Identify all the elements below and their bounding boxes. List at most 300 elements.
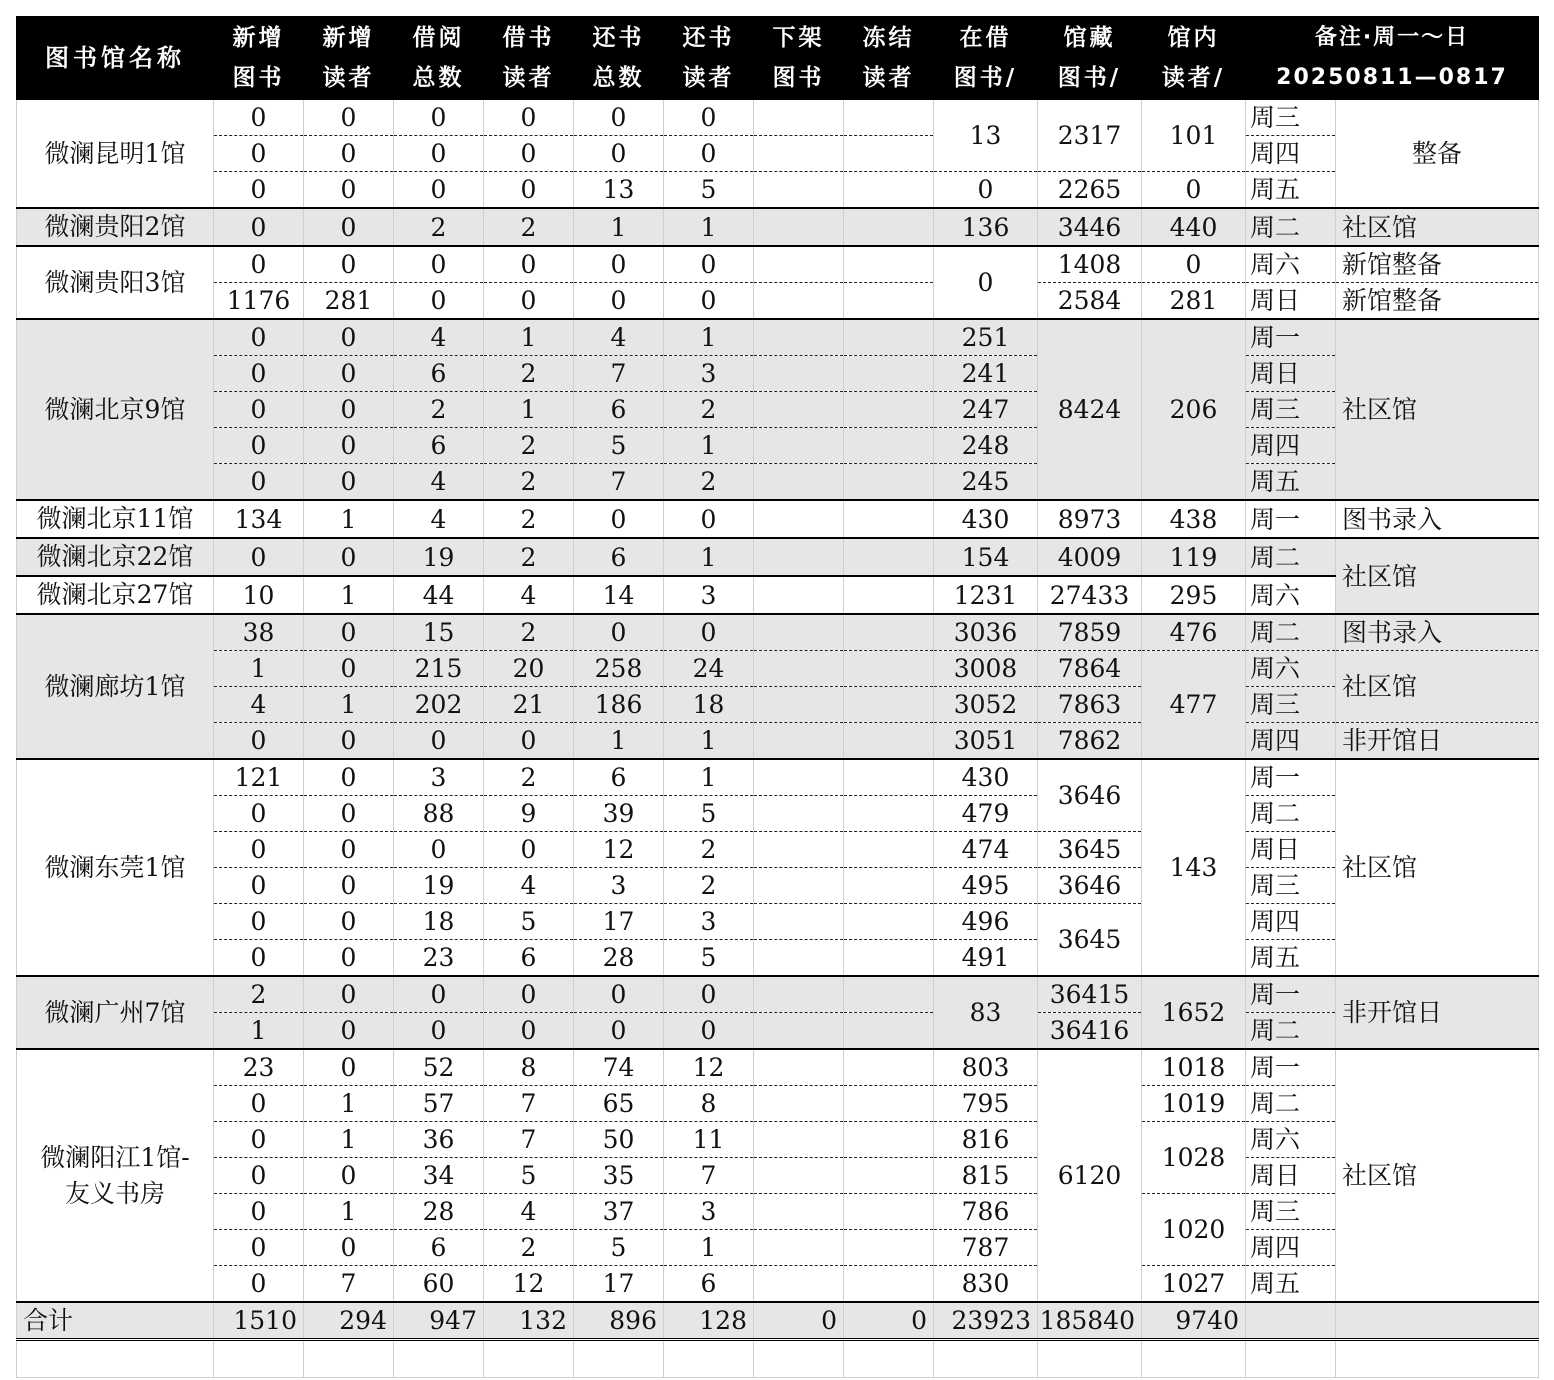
cell-borrowing-readers: 0 xyxy=(484,136,574,172)
cell-frozen-readers xyxy=(844,356,934,392)
table-header xyxy=(17,17,1539,100)
cell-borrowing-readers: 1 xyxy=(484,319,574,356)
cell-borrowing-readers: 4 xyxy=(484,868,574,904)
cell-borrowing-readers: 0 xyxy=(484,1013,574,1050)
cell-total-returned: 7 xyxy=(574,464,664,501)
cell-books-on-loan: 13 xyxy=(934,100,1038,172)
table-row xyxy=(17,1086,1539,1122)
cell-weekday: 周一 xyxy=(1246,759,1336,796)
cell-returning-readers: 1 xyxy=(664,538,754,576)
cell-total-returned: 3 xyxy=(574,868,664,904)
cell-returning-readers: 2 xyxy=(664,832,754,868)
library-name-cell: 微澜贵阳2馆 xyxy=(17,208,214,246)
cell-total-borrowed: 0 xyxy=(394,246,484,283)
cell-new-readers: 0 xyxy=(304,904,394,940)
library-name-cell: 微澜北京27馆 xyxy=(17,576,214,614)
cell-total-borrowed: 57 xyxy=(394,1086,484,1122)
cell-returning-readers: 1 xyxy=(664,723,754,760)
cell-new-readers: 1 xyxy=(304,687,394,723)
cell-borrowing-readers: 0 xyxy=(484,832,574,868)
cell-note: 社区馆 xyxy=(1336,319,1539,500)
cell-returning-readers: 2 xyxy=(664,464,754,501)
cell-note: 新馆整备 xyxy=(1336,283,1539,320)
cell-returning-readers: 1 xyxy=(664,208,754,246)
cell-total-returned: 7 xyxy=(574,356,664,392)
cell-total-returned: 1 xyxy=(574,208,664,246)
cell-frozen-readers xyxy=(844,1266,934,1303)
cell-in-library-readers: 295 xyxy=(1142,576,1246,614)
cell-total-borrowed: 6 xyxy=(394,428,484,464)
cell-new-readers: 0 xyxy=(304,614,394,651)
cell-total-borrowed: 18 xyxy=(394,904,484,940)
cell-books-on-loan: 0 xyxy=(934,172,1038,209)
cell-books-on-loan: 803 xyxy=(934,1049,1038,1086)
cell-new-readers: 0 xyxy=(304,1049,394,1086)
cell-weekday: 周三 xyxy=(1246,868,1336,904)
header-collection-books xyxy=(1038,17,1142,100)
cell-weekday: 周六 xyxy=(1246,246,1336,283)
cell-borrowing-readers: 0 xyxy=(484,283,574,320)
cell-total-returned: 0 xyxy=(574,500,664,538)
cell-returning-readers: 0 xyxy=(664,100,754,136)
cell-removed-books xyxy=(754,1086,844,1122)
total-value: 23923 xyxy=(934,1302,1038,1340)
cell-new-readers: 0 xyxy=(304,976,394,1013)
total-value: 947 xyxy=(394,1302,484,1340)
cell-books-on-loan: 787 xyxy=(934,1230,1038,1266)
table-row xyxy=(17,723,1539,760)
cell-weekday: 周三 xyxy=(1246,100,1336,136)
table-row xyxy=(17,940,1539,977)
cell-new-books: 4 xyxy=(214,687,304,723)
table-row xyxy=(17,392,1539,428)
cell-total-borrowed: 0 xyxy=(394,100,484,136)
cell-new-books: 0 xyxy=(214,1266,304,1303)
header-line: 下架 xyxy=(772,25,825,51)
cell-weekday: 周六 xyxy=(1246,1122,1336,1158)
cell-removed-books xyxy=(754,1013,844,1050)
cell-borrowing-readers: 0 xyxy=(484,723,574,760)
cell-total-returned: 50 xyxy=(574,1122,664,1158)
cell-removed-books xyxy=(754,976,844,1013)
cell-books-on-loan: 479 xyxy=(934,796,1038,832)
library-name-cell: 微澜廊坊1馆 xyxy=(17,614,214,759)
header-line: 还书 xyxy=(592,25,645,51)
header-line: 借书 xyxy=(502,25,555,51)
cell-total-returned: 17 xyxy=(574,1266,664,1303)
table-row xyxy=(17,356,1539,392)
cell-removed-books xyxy=(754,319,844,356)
empty-cell xyxy=(754,1340,844,1378)
cell-new-readers: 1 xyxy=(304,500,394,538)
cell-books-on-loan: 241 xyxy=(934,356,1038,392)
cell-removed-books xyxy=(754,832,844,868)
cell-books-on-loan: 786 xyxy=(934,1194,1038,1230)
cell-total-returned: 17 xyxy=(574,904,664,940)
cell-weekday: 周五 xyxy=(1246,1266,1336,1303)
total-value: 9740 xyxy=(1142,1302,1246,1340)
header-line: 图书/ xyxy=(1057,65,1122,91)
table-row xyxy=(17,246,1539,283)
header-line: 借阅 xyxy=(412,25,465,51)
table-row xyxy=(17,100,1539,136)
cell-books-on-loan: 0 xyxy=(934,246,1038,319)
cell-books-on-loan: 245 xyxy=(934,464,1038,501)
cell-borrowing-readers: 1 xyxy=(484,392,574,428)
cell-weekday: 周日 xyxy=(1246,283,1336,320)
cell-new-readers: 0 xyxy=(304,723,394,760)
table-row xyxy=(17,904,1539,940)
cell-returning-readers: 18 xyxy=(664,687,754,723)
cell-new-books: 1 xyxy=(214,651,304,687)
cell-borrowing-readers: 0 xyxy=(484,100,574,136)
cell-frozen-readers xyxy=(844,576,934,614)
cell-collection-books: 4009 xyxy=(1038,538,1142,576)
cell-frozen-readers xyxy=(844,723,934,760)
cell-collection-books: 2584 xyxy=(1038,283,1142,320)
header-total-returned xyxy=(574,17,664,100)
cell-total-returned: 0 xyxy=(574,100,664,136)
cell-borrowing-readers: 2 xyxy=(484,759,574,796)
cell-note: 新馆整备 xyxy=(1336,246,1539,283)
cell-total-returned: 6 xyxy=(574,759,664,796)
empty-cell xyxy=(17,1340,214,1378)
cell-total-returned: 0 xyxy=(574,1013,664,1050)
cell-removed-books xyxy=(754,356,844,392)
cell-new-readers: 1 xyxy=(304,1086,394,1122)
cell-weekday: 周六 xyxy=(1246,576,1336,614)
cell-note: 图书录入 xyxy=(1336,500,1539,538)
cell-removed-books xyxy=(754,1049,844,1086)
cell-removed-books xyxy=(754,246,844,283)
empty-cell xyxy=(1246,1340,1336,1378)
cell-total-returned: 12 xyxy=(574,832,664,868)
cell-weekday: 周三 xyxy=(1246,1194,1336,1230)
cell-total-borrowed: 215 xyxy=(394,651,484,687)
empty-cell xyxy=(844,1340,934,1378)
cell-new-books: 0 xyxy=(214,538,304,576)
table-row xyxy=(17,208,1539,246)
cell-in-library-readers: 438 xyxy=(1142,500,1246,538)
cell-borrowing-readers: 2 xyxy=(484,464,574,501)
empty-cell xyxy=(304,1340,394,1378)
cell-new-readers: 0 xyxy=(304,464,394,501)
cell-new-books: 0 xyxy=(214,246,304,283)
cell-new-books: 0 xyxy=(214,940,304,977)
cell-borrowing-readers: 2 xyxy=(484,538,574,576)
cell-borrowing-readers: 20 xyxy=(484,651,574,687)
cell-in-library-readers: 477 xyxy=(1142,651,1246,760)
cell-books-on-loan: 251 xyxy=(934,319,1038,356)
cell-borrowing-readers: 2 xyxy=(484,500,574,538)
table-row xyxy=(17,428,1539,464)
cell-total-borrowed: 0 xyxy=(394,976,484,1013)
total-value: 128 xyxy=(664,1302,754,1340)
cell-new-readers: 1 xyxy=(304,1194,394,1230)
empty-cell xyxy=(1142,1340,1246,1378)
cell-frozen-readers xyxy=(844,1049,934,1086)
cell-total-returned: 0 xyxy=(574,136,664,172)
cell-returning-readers: 0 xyxy=(664,614,754,651)
cell-total-borrowed: 36 xyxy=(394,1122,484,1158)
total-value: 294 xyxy=(304,1302,394,1340)
cell-total-returned: 5 xyxy=(574,1230,664,1266)
library-weekly-report-sheet xyxy=(16,16,1538,1378)
cell-borrowing-readers: 12 xyxy=(484,1266,574,1303)
cell-weekday: 周一 xyxy=(1246,976,1336,1013)
cell-new-readers: 0 xyxy=(304,940,394,977)
cell-total-returned: 258 xyxy=(574,651,664,687)
cell-total-returned: 6 xyxy=(574,392,664,428)
cell-new-books: 121 xyxy=(214,759,304,796)
cell-returning-readers: 2 xyxy=(664,868,754,904)
cell-new-books: 2 xyxy=(214,976,304,1013)
cell-total-returned: 74 xyxy=(574,1049,664,1086)
cell-borrowing-readers: 21 xyxy=(484,687,574,723)
header-line: 总数 xyxy=(592,65,645,91)
cell-collection-books: 2317 xyxy=(1038,100,1142,172)
cell-total-borrowed: 34 xyxy=(394,1158,484,1194)
cell-new-readers: 0 xyxy=(304,538,394,576)
cell-in-library-readers: 143 xyxy=(1142,759,1246,976)
cell-collection-books: 1408 xyxy=(1038,246,1142,283)
cell-total-borrowed: 0 xyxy=(394,1013,484,1050)
cell-borrowing-readers: 9 xyxy=(484,796,574,832)
cell-total-returned: 13 xyxy=(574,172,664,209)
cell-weekday: 周一 xyxy=(1246,319,1336,356)
cell-borrowing-readers: 2 xyxy=(484,356,574,392)
cell-note: 社区馆 xyxy=(1336,759,1539,976)
cell-collection-books: 8424 xyxy=(1038,319,1142,500)
cell-total-returned: 1 xyxy=(574,723,664,760)
cell-frozen-readers xyxy=(844,100,934,136)
cell-new-readers: 0 xyxy=(304,136,394,172)
library-name-cell: 微澜北京11馆 xyxy=(17,500,214,538)
cell-weekday: 周一 xyxy=(1246,500,1336,538)
header-line: 还书 xyxy=(682,25,735,51)
library-name-cell: 微澜北京9馆 xyxy=(17,319,214,500)
cell-frozen-readers xyxy=(844,283,934,320)
library-name-line: 友义书房 xyxy=(64,1178,165,1208)
header-new-readers xyxy=(304,17,394,100)
cell-total-returned: 28 xyxy=(574,940,664,977)
cell-weekday: 周二 xyxy=(1246,796,1336,832)
cell-returning-readers: 0 xyxy=(664,1013,754,1050)
table-row xyxy=(17,500,1539,538)
cell-total-borrowed: 15 xyxy=(394,614,484,651)
cell-in-library-readers: 0 xyxy=(1142,246,1246,283)
cell-frozen-readers xyxy=(844,392,934,428)
cell-total-borrowed: 44 xyxy=(394,576,484,614)
total-label: 合计 xyxy=(17,1302,214,1340)
cell-new-readers: 0 xyxy=(304,832,394,868)
total-value: 0 xyxy=(754,1302,844,1340)
cell-borrowing-readers: 0 xyxy=(484,172,574,209)
cell-new-books: 0 xyxy=(214,1230,304,1266)
cell-total-borrowed: 28 xyxy=(394,1194,484,1230)
cell-frozen-readers xyxy=(844,538,934,576)
cell-note: 非开馆日 xyxy=(1336,976,1539,1049)
cell-total-returned: 186 xyxy=(574,687,664,723)
header-line: 总数 xyxy=(412,65,465,91)
cell-frozen-readers xyxy=(844,832,934,868)
cell-books-on-loan: 247 xyxy=(934,392,1038,428)
cell-total-returned: 35 xyxy=(574,1158,664,1194)
empty-cell xyxy=(214,1340,304,1378)
cell-removed-books xyxy=(754,1158,844,1194)
cell-frozen-readers xyxy=(844,172,934,209)
cell-returning-readers: 0 xyxy=(664,976,754,1013)
table-row xyxy=(17,319,1539,356)
cell-note: 非开馆日 xyxy=(1336,723,1539,760)
cell-frozen-readers xyxy=(844,687,934,723)
cell-new-books: 134 xyxy=(214,500,304,538)
cell-frozen-readers xyxy=(844,208,934,246)
cell-books-on-loan: 3052 xyxy=(934,687,1038,723)
total-empty-cell xyxy=(1336,1302,1539,1340)
cell-books-on-loan: 495 xyxy=(934,868,1038,904)
cell-frozen-readers xyxy=(844,868,934,904)
cell-in-library-readers: 119 xyxy=(1142,538,1246,576)
cell-removed-books xyxy=(754,614,844,651)
empty-cell xyxy=(1336,1340,1539,1378)
cell-books-on-loan: 430 xyxy=(934,500,1038,538)
cell-borrowing-readers: 7 xyxy=(484,1086,574,1122)
table-row xyxy=(17,614,1539,651)
cell-new-readers: 0 xyxy=(304,392,394,428)
cell-total-returned: 0 xyxy=(574,976,664,1013)
cell-weekday: 周三 xyxy=(1246,687,1336,723)
cell-new-books: 0 xyxy=(214,428,304,464)
cell-returning-readers: 7 xyxy=(664,1158,754,1194)
empty-cell xyxy=(664,1340,754,1378)
cell-total-returned: 0 xyxy=(574,246,664,283)
cell-weekday: 周四 xyxy=(1246,723,1336,760)
cell-frozen-readers xyxy=(844,759,934,796)
cell-note: 社区馆 xyxy=(1336,651,1539,723)
cell-weekday: 周四 xyxy=(1246,428,1336,464)
cell-new-readers: 0 xyxy=(304,356,394,392)
cell-weekday: 周三 xyxy=(1246,392,1336,428)
cell-borrowing-readers: 4 xyxy=(484,576,574,614)
cell-collection-books: 3645 xyxy=(1038,832,1142,868)
cell-new-books: 38 xyxy=(214,614,304,651)
cell-weekday: 周五 xyxy=(1246,172,1336,209)
cell-frozen-readers xyxy=(844,319,934,356)
cell-removed-books xyxy=(754,392,844,428)
total-value: 185840 xyxy=(1038,1302,1142,1340)
cell-new-books: 0 xyxy=(214,172,304,209)
cell-total-returned: 4 xyxy=(574,319,664,356)
header-line: 馆藏 xyxy=(1063,25,1116,51)
cell-total-borrowed: 3 xyxy=(394,759,484,796)
cell-removed-books xyxy=(754,904,844,940)
cell-collection-books: 3646 xyxy=(1038,759,1142,832)
cell-in-library-readers: 1027 xyxy=(1142,1266,1246,1303)
cell-weekday: 周日 xyxy=(1246,356,1336,392)
cell-new-readers: 0 xyxy=(304,759,394,796)
table-row xyxy=(17,576,1539,614)
cell-removed-books xyxy=(754,940,844,977)
cell-in-library-readers: 281 xyxy=(1142,283,1246,320)
cell-new-books: 0 xyxy=(214,796,304,832)
table-row xyxy=(17,1230,1539,1266)
cell-removed-books xyxy=(754,136,844,172)
total-value: 132 xyxy=(484,1302,574,1340)
library-name-cell: 微澜北京22馆 xyxy=(17,538,214,576)
cell-collection-books: 36416 xyxy=(1038,1013,1142,1050)
cell-new-books: 0 xyxy=(214,100,304,136)
cell-total-borrowed: 2 xyxy=(394,392,484,428)
cell-borrowing-readers: 7 xyxy=(484,1122,574,1158)
blank-row xyxy=(17,1340,1539,1378)
cell-borrowing-readers: 2 xyxy=(484,208,574,246)
cell-collection-books: 3645 xyxy=(1038,904,1142,977)
cell-collection-books: 6120 xyxy=(1038,1049,1142,1302)
cell-total-returned: 39 xyxy=(574,796,664,832)
header-total-borrowed xyxy=(394,17,484,100)
cell-removed-books xyxy=(754,1230,844,1266)
cell-books-on-loan: 491 xyxy=(934,940,1038,977)
cell-weekday: 周日 xyxy=(1246,1158,1336,1194)
cell-frozen-readers xyxy=(844,904,934,940)
cell-returning-readers: 3 xyxy=(664,576,754,614)
cell-in-library-readers: 0 xyxy=(1142,172,1246,209)
table-row xyxy=(17,538,1539,576)
cell-new-readers: 0 xyxy=(304,1158,394,1194)
cell-weekday: 周二 xyxy=(1246,614,1336,651)
table-body xyxy=(17,100,1539,1378)
cell-returning-readers: 5 xyxy=(664,172,754,209)
cell-weekday: 周日 xyxy=(1246,832,1336,868)
cell-books-on-loan: 816 xyxy=(934,1122,1038,1158)
header-line: 在借 xyxy=(959,25,1012,51)
cell-new-books: 0 xyxy=(214,392,304,428)
cell-returning-readers: 1 xyxy=(664,759,754,796)
cell-new-books: 10 xyxy=(214,576,304,614)
cell-frozen-readers xyxy=(844,136,934,172)
total-value: 896 xyxy=(574,1302,664,1340)
cell-frozen-readers xyxy=(844,940,934,977)
cell-total-returned: 0 xyxy=(574,614,664,651)
header-removed-books xyxy=(754,17,844,100)
cell-books-on-loan: 830 xyxy=(934,1266,1038,1303)
cell-frozen-readers xyxy=(844,796,934,832)
cell-returning-readers: 2 xyxy=(664,392,754,428)
header-line: 读者/ xyxy=(1161,65,1226,91)
header-line: 图书/ xyxy=(953,65,1018,91)
cell-new-books: 0 xyxy=(214,1158,304,1194)
cell-new-books: 0 xyxy=(214,356,304,392)
cell-collection-books: 7864 xyxy=(1038,651,1142,687)
cell-new-books: 0 xyxy=(214,208,304,246)
cell-new-books: 0 xyxy=(214,904,304,940)
cell-in-library-readers: 1028 xyxy=(1142,1122,1246,1194)
cell-removed-books xyxy=(754,208,844,246)
header-line: 读者 xyxy=(862,65,915,91)
empty-cell xyxy=(1038,1340,1142,1378)
cell-books-on-loan: 83 xyxy=(934,976,1038,1049)
cell-removed-books xyxy=(754,576,844,614)
empty-cell xyxy=(484,1340,574,1378)
table-row xyxy=(17,1049,1539,1086)
cell-in-library-readers: 1019 xyxy=(1142,1086,1246,1122)
table-row xyxy=(17,464,1539,501)
header-line: 图书 xyxy=(232,65,285,91)
empty-cell xyxy=(574,1340,664,1378)
cell-removed-books xyxy=(754,100,844,136)
header-line: 新增 xyxy=(232,25,285,51)
